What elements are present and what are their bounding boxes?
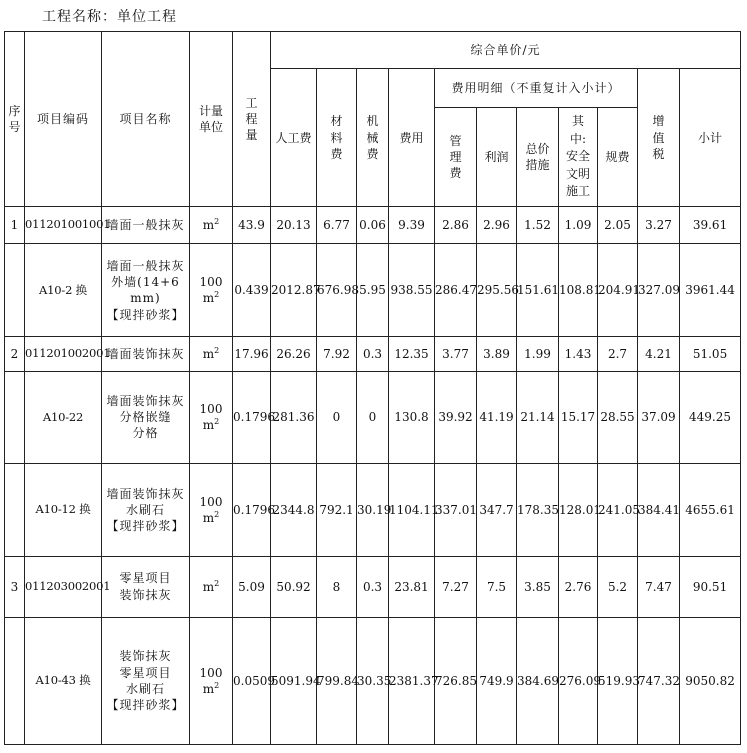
cell-total-measure: 384.69 — [517, 617, 559, 745]
cell-total-measure: 3.85 — [517, 556, 559, 617]
cell-vat: 747.32 — [638, 617, 680, 745]
cell-mgmt: 3.77 — [435, 337, 477, 371]
cell-name-line: 【现拌砂浆】 — [106, 518, 185, 533]
cell-fee: 23.81 — [389, 556, 435, 617]
cell-qty: 43.9 — [233, 206, 271, 243]
cell-fee: 2381.37 — [389, 617, 435, 745]
cell-machine: 0.3 — [357, 337, 389, 371]
cell-name-line: 水刷石 — [125, 681, 165, 696]
cell-labor: 50.92 — [271, 556, 317, 617]
cell-fee: 12.35 — [389, 337, 435, 371]
cell-unit-sup: 2 — [214, 578, 220, 588]
header-profit: 利润 — [477, 107, 517, 206]
cell-unit-base: 100 m — [199, 275, 223, 306]
header-unit-text: 计量单位 — [198, 103, 223, 134]
cell-name — [102, 244, 190, 337]
cell-name-line: 【现拌砂浆】 — [106, 697, 185, 712]
header-machine-text: 机械费 — [366, 114, 379, 161]
cell-profit: 2.96 — [477, 206, 517, 243]
cell-machine: 0.3 — [357, 556, 389, 617]
header-mgmt-text: 管理费 — [449, 133, 462, 180]
cell-unit — [190, 371, 233, 463]
cell-name-line: 墙面装饰抹灰 — [106, 486, 185, 501]
cell-fee: 938.55 — [389, 244, 435, 337]
header-material-text: 材料费 — [330, 114, 343, 161]
cell-code: A10-12 换 — [25, 463, 102, 556]
cell-name-line: 墙面装饰抹灰 — [106, 346, 185, 361]
cell-unit-base: 100 m — [199, 494, 223, 525]
cell-material: 799.84 — [317, 617, 357, 745]
cell-fee: 130.8 — [389, 371, 435, 463]
cell-qty: 0.1796 — [233, 371, 271, 463]
cell-seq — [5, 617, 25, 745]
cell-name-line: 分格嵌缝 — [119, 410, 172, 425]
cell-regulatory: 204.91 — [598, 244, 638, 337]
cell-safety: 1.43 — [559, 337, 598, 371]
cell-total-measure: 1.52 — [517, 206, 559, 243]
cell-unit — [190, 463, 233, 556]
project-name-label: 工程名称：单位工程 — [42, 9, 177, 25]
cell-labor: 26.26 — [271, 337, 317, 371]
header-vat — [638, 69, 680, 207]
cell-name-line: 零星项目 — [119, 665, 172, 680]
cell-name — [102, 206, 190, 243]
cell-total-measure: 21.14 — [517, 371, 559, 463]
cell-unit — [190, 556, 233, 617]
cell-subtotal: 39.61 — [680, 206, 741, 243]
cell-name — [102, 556, 190, 617]
cell-name-line: 外墙(14+6 mm) — [111, 275, 180, 306]
cell-mgmt: 726.85 — [435, 617, 477, 745]
cell-profit: 347.7 — [477, 463, 517, 556]
cell-material: 676.98 — [317, 244, 357, 337]
cell-name — [102, 371, 190, 463]
cell-qty: 17.96 — [233, 337, 271, 371]
cell-name-line: 墙面一般抹灰 — [106, 218, 185, 233]
cell-total-measure: 1.99 — [517, 337, 559, 371]
table-row — [5, 463, 741, 556]
table-row — [5, 617, 741, 745]
cell-code: A10-22 — [25, 371, 102, 463]
cell-qty: 0.439 — [233, 244, 271, 337]
cell-profit: 41.19 — [477, 371, 517, 463]
cell-unit-sup: 2 — [214, 680, 220, 690]
cell-unit-base: 100 m — [199, 402, 223, 433]
cell-unit — [190, 617, 233, 745]
header-labor: 人工费 — [271, 69, 317, 207]
cell-mgmt: 39.92 — [435, 371, 477, 463]
cell-unit-sup: 2 — [214, 290, 220, 300]
table-row — [5, 556, 741, 617]
cell-code: A10-2 换 — [25, 244, 102, 337]
cell-total-measure: 151.61 — [517, 244, 559, 337]
table-row — [5, 371, 741, 463]
cell-name — [102, 337, 190, 371]
cell-code: 011201001001 — [25, 206, 102, 243]
cell-material: 6.77 — [317, 206, 357, 243]
cell-machine: 30.19 — [357, 463, 389, 556]
cell-mgmt: 286.47 — [435, 244, 477, 337]
cell-name-line: 【现拌砂浆】 — [106, 307, 185, 322]
header-composite: 综合单价/元 — [271, 32, 741, 69]
header-total-measure — [517, 107, 559, 206]
header-total-measure-text: 总价措施 — [525, 141, 550, 172]
cell-fee: 9.39 — [389, 206, 435, 243]
table-body — [5, 206, 741, 744]
cell-regulatory: 2.7 — [598, 337, 638, 371]
cell-unit-base: 100 m — [199, 665, 223, 696]
cell-machine: 0.06 — [357, 206, 389, 243]
cell-qty: 0.0509 — [233, 617, 271, 745]
cell-code: A10-43 换 — [25, 617, 102, 745]
table-row — [5, 206, 741, 243]
cell-regulatory: 5.2 — [598, 556, 638, 617]
cell-name-line: 装饰抹灰 — [119, 649, 172, 664]
unit-price-table — [4, 31, 741, 745]
header-seq — [5, 32, 25, 207]
cell-vat: 4.21 — [638, 337, 680, 371]
cell-machine: 30.35 — [357, 617, 389, 745]
header-safety-text: 其中:安全文明施工 — [565, 114, 590, 198]
cell-unit-base: m — [202, 579, 215, 594]
cell-unit-base: m — [202, 346, 215, 361]
cell-name — [102, 617, 190, 745]
cell-name-line: 分格 — [132, 426, 159, 441]
header-mgmt — [435, 107, 477, 206]
cell-seq: 2 — [5, 337, 25, 371]
cell-regulatory: 2.05 — [598, 206, 638, 243]
cell-material: 0 — [317, 371, 357, 463]
cell-name-line: 零星项目 — [119, 571, 172, 586]
header-vat-text: 增值税 — [652, 114, 665, 161]
cell-fee: 1104.11 — [389, 463, 435, 556]
cell-name-line: 装饰抹灰 — [119, 587, 172, 602]
cell-subtotal: 449.25 — [680, 371, 741, 463]
cell-unit-sup: 2 — [214, 417, 220, 427]
cell-name-line: 墙面装饰抹灰 — [106, 394, 185, 408]
cell-subtotal: 4655.61 — [680, 463, 741, 556]
cell-profit: 295.56 — [477, 244, 517, 337]
table-row — [5, 244, 741, 337]
cell-name-line: 水刷石 — [125, 502, 165, 517]
cell-mgmt: 2.86 — [435, 206, 477, 243]
cell-profit: 7.5 — [477, 556, 517, 617]
cell-unit-base: m — [202, 218, 215, 233]
cell-safety: 108.81 — [559, 244, 598, 337]
header-qty-text: 工程量 — [245, 95, 258, 143]
cell-code: 011201002001 — [25, 337, 102, 371]
cell-machine: 5.95 — [357, 244, 389, 337]
cell-unit-sup: 2 — [214, 509, 220, 519]
header-qty — [233, 32, 271, 207]
header-material — [317, 69, 357, 207]
cell-code: 011203002001 — [25, 556, 102, 617]
cell-vat: 37.09 — [638, 371, 680, 463]
cell-material: 8 — [317, 556, 357, 617]
cell-safety: 2.76 — [559, 556, 598, 617]
cell-labor: 2344.8 — [271, 463, 317, 556]
header-fee: 费用 — [389, 69, 435, 207]
header-regulatory: 规费 — [598, 107, 638, 206]
cell-regulatory: 519.93 — [598, 617, 638, 745]
cell-vat: 384.41 — [638, 463, 680, 556]
cell-seq: 3 — [5, 556, 25, 617]
cell-labor: 5091.94 — [271, 617, 317, 745]
cell-vat: 3.27 — [638, 206, 680, 243]
cell-unit-sup: 2 — [214, 345, 220, 355]
cell-mgmt: 337.01 — [435, 463, 477, 556]
cell-safety: 276.09 — [559, 617, 598, 745]
cell-subtotal: 51.05 — [680, 337, 741, 371]
cell-vat: 7.47 — [638, 556, 680, 617]
cell-seq — [5, 244, 25, 337]
cell-labor: 20.13 — [271, 206, 317, 243]
cell-subtotal: 9050.82 — [680, 617, 741, 745]
cell-regulatory: 241.05 — [598, 463, 638, 556]
cell-name — [102, 463, 190, 556]
cell-unit — [190, 337, 233, 371]
header-fee-detail: 费用明细（不重复计入小计） — [435, 69, 638, 107]
cell-unit — [190, 244, 233, 337]
cell-material: 792.1 — [317, 463, 357, 556]
header-seq-text: 序号 — [8, 103, 21, 134]
header-code: 项目编码 — [25, 32, 102, 207]
cell-vat: 327.09 — [638, 244, 680, 337]
header-unit — [190, 32, 233, 207]
cell-labor: 2012.87 — [271, 244, 317, 337]
cell-safety: 1.09 — [559, 206, 598, 243]
table-row — [5, 337, 741, 371]
header-subtotal: 小计 — [680, 69, 741, 207]
cell-regulatory: 28.55 — [598, 371, 638, 463]
cell-qty: 0.1796 — [233, 463, 271, 556]
cell-profit: 749.9 — [477, 617, 517, 745]
cell-name-line: 墙面一般抹灰 — [106, 259, 185, 273]
cell-safety: 15.17 — [559, 371, 598, 463]
cell-material: 7.92 — [317, 337, 357, 371]
cell-labor: 281.36 — [271, 371, 317, 463]
header-name: 项目名称 — [102, 32, 190, 207]
cell-seq: 1 — [5, 206, 25, 243]
cell-safety: 128.01 — [559, 463, 598, 556]
table-header — [5, 32, 741, 207]
cell-unit-sup: 2 — [214, 217, 220, 227]
cell-machine: 0 — [357, 371, 389, 463]
cell-subtotal: 3961.44 — [680, 244, 741, 337]
cell-unit — [190, 206, 233, 243]
cell-total-measure: 178.35 — [517, 463, 559, 556]
cell-qty: 5.09 — [233, 556, 271, 617]
cell-mgmt: 7.27 — [435, 556, 477, 617]
cell-seq — [5, 463, 25, 556]
header-machine — [357, 69, 389, 207]
cell-profit: 3.89 — [477, 337, 517, 371]
header-safety — [559, 107, 598, 206]
cell-seq — [5, 371, 25, 463]
cell-subtotal: 90.51 — [680, 556, 741, 617]
